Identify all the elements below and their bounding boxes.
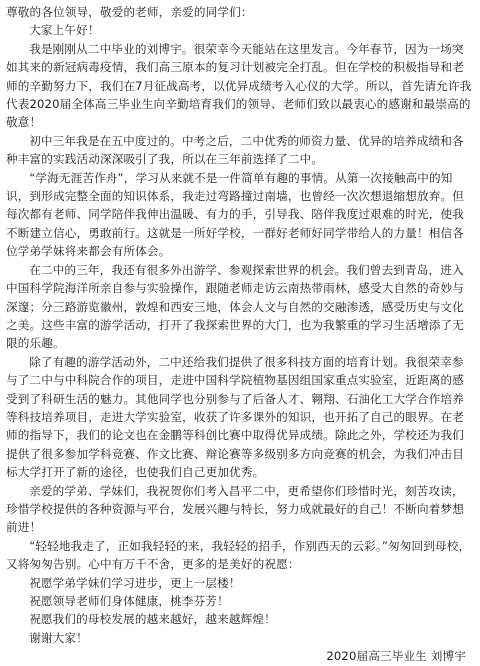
- wish-teachers: 祝愿领导老师们身体健康，桃李芬芳！: [29, 594, 229, 608]
- paragraph-farewell: “轻轻地我走了，正如我轻轻的来，我轻轻的招手，作别西天的云彩。”匆匆回到母校，又将匆匆告别。心中有万千不舍，更多的是美好的祝愿：: [6, 538, 471, 572]
- opening-line: 大家上午好！: [29, 23, 100, 38]
- paragraph-middle-school: 初中三年我是在五中度过的。中考之后，二中优秀的师资力量、优异的培养成绩和各种丰富的实践活动深深吸引了我，所以在三年前选择了二中。: [6, 133, 464, 167]
- wish-students: 祝愿学弟学妹们学习进步，更上一层楼！: [29, 575, 241, 590]
- closing-thanks: 谢谢大家！: [29, 630, 88, 645]
- greeting: 尊敬的各位领导，敬爱的老师，亲爱的同学们：: [6, 5, 253, 19]
- signature: 2020届高三毕业生 刘博宇: [326, 649, 466, 664]
- paragraph-learning: “学海无涯苦作舟”，学习从来就不是一件简单有趣的事情。从第一次接触高中的知识，到形成完整全面的知识体系，我走过弯路撞过南墙，也曾经一次次想退缩想放弃。但每次都有老师、同学陪伴我伸出温暖、有力的手，引导我、陪伴我度过艰难的时光，使我不断建立信心，勇敢前行。这就是一所好学校，一群好老师好同学带给人的力量！相信各位学弟学妹将来都会有所体会。: [6, 170, 465, 259]
- paragraph-science-programs: 除了有趣的游学活动外，二中还给我们提供了很多科技方面的培育计划。我很荣幸参与了二中与中科院合作的项目，走进中国科学院植物基因组国家重点实验室，近距离的感受到了科研生活的魅力。其他同学也分别参与了后备人才、翱翔、石油化工大学合作培养等科技培养项目，走进大学实验室，收获了许多课外的知识，也开拓了自己的眼界。在老师的指导下，我们的论文也在金鹏等科创比赛中取得优异成绩。除此之外，学校还为我们提供了很多参加学科竞赛、作文比赛、辩论赛等多级别多方向竞赛的机会，为我们冲击目标大学打开了新的途径，也使我们自己更加优秀。: [6, 354, 465, 480]
- paragraph-study-trips: 在二中的三年，我还有很多外出游学、参观探索世界的机会。我们曾去到青岛，进入中国科学院海洋所亲自参与实验操作，跟随老师走访云南热带雨林，感受大自然的奇妙与深邃；分三路游览徽州，敦煌和西安三地，体会人文与自然的交融渗透，感受历史与文化之美。这些丰富的游学活动，打开了我探索世界的大门，也为我繁重的学习生活增添了无限的乐趣。: [6, 262, 465, 351]
- paragraph-intro: 我是刚刚从二中毕业的刘博宇。很荣幸今天能站在这里发言。今年春节，因为一场突如其来的新冠病毒疫情，我们高三原本的复习计划被完全打乱。但在学校的积极指导和老师的辛勤努力下，我们在7月征战高考，以优异成绩考入心仪的大学。所以，首先请允许我代表2020届全体高三毕业生向辛勤培育我们的领导、老师们致以最衷心的感谢和最崇高的敬意！: [6, 41, 472, 130]
- wish-school: 祝愿我们的母校发展的越来越好，越来越辉煌！: [29, 612, 276, 627]
- paragraph-message-to-juniors: 亲爱的学弟、学妹们，我祝贺你们考入昌平二中，更希望你们珍惜时光，刻苦攻读，珍惜学校提供的各种资源与平台，发展兴趣与特长，努力成就最好的自己！不断向着梦想前进！: [6, 483, 465, 535]
